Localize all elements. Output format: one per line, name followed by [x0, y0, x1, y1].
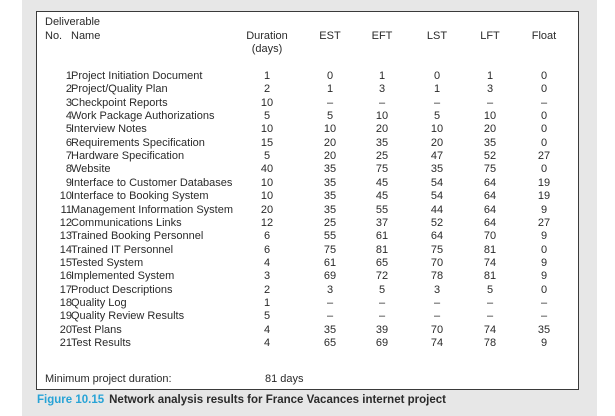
cell-eft: 37 — [375, 216, 389, 229]
cell-duration: 4 — [263, 323, 271, 336]
cell-lst: 54 — [430, 190, 444, 203]
cell-duration: 5 — [263, 110, 271, 123]
table-row — [37, 324, 578, 337]
cell-duration: 15 — [260, 136, 274, 149]
cell-est: 20 — [323, 150, 337, 163]
cell-no: 17 — [59, 283, 72, 296]
cell-est: 69 — [323, 270, 337, 283]
cell-lft: 81 — [483, 243, 497, 256]
cell-no: 3 — [65, 96, 72, 109]
cell-lft: 20 — [483, 123, 497, 136]
cell-lft: – — [486, 96, 494, 109]
header-deliverable: Deliverable — [45, 16, 101, 28]
cell-no: 19 — [59, 310, 72, 323]
cell-name: Requirements Specification — [71, 136, 205, 149]
cell-duration: 10 — [260, 96, 274, 109]
cell-no: 18 — [59, 296, 72, 309]
cell-float: 9 — [540, 256, 548, 269]
cell-lst: – — [433, 310, 441, 323]
cell-eft: 10 — [375, 110, 389, 123]
table-row — [37, 270, 578, 283]
cell-duration: 2 — [263, 83, 271, 96]
cell-est: 55 — [323, 230, 337, 243]
cell-lst: – — [433, 96, 441, 109]
cell-eft: 39 — [375, 323, 389, 336]
header-float: Float — [531, 30, 557, 42]
cell-float: 0 — [540, 83, 548, 96]
cell-float: 19 — [537, 190, 551, 203]
cell-name: Test Plans — [71, 323, 122, 336]
cell-name: Tested System — [71, 256, 144, 269]
cell-eft: 35 — [375, 136, 389, 149]
cell-duration: 4 — [263, 256, 271, 269]
table-row — [37, 257, 578, 270]
header-duration: Duration — [246, 30, 288, 42]
cell-duration: 1 — [263, 296, 271, 309]
cell-est: 1 — [326, 83, 334, 96]
cell-lst: 64 — [430, 230, 444, 243]
cell-lft: 52 — [483, 150, 497, 163]
cell-est: – — [326, 310, 334, 323]
cell-eft: 20 — [375, 123, 389, 136]
cell-eft: 45 — [375, 176, 389, 189]
cell-eft: – — [378, 296, 386, 309]
figure-caption — [37, 394, 446, 406]
header-lst: LST — [426, 30, 448, 42]
cell-lst: 75 — [430, 243, 444, 256]
cell-lft: 64 — [483, 190, 497, 203]
cell-est: 0 — [326, 70, 334, 82]
cell-float: 19 — [537, 176, 551, 189]
cell-float: 9 — [540, 203, 548, 216]
cell-lst: 47 — [430, 150, 444, 163]
cell-lft: 81 — [483, 270, 497, 283]
cell-lst: 35 — [430, 163, 444, 176]
cell-name: Website — [71, 163, 111, 176]
cell-name: Trained IT Personnel — [71, 243, 174, 256]
cell-no: 10 — [59, 190, 72, 203]
table-row — [37, 230, 578, 243]
cell-eft: 55 — [375, 203, 389, 216]
cell-float: 27 — [537, 150, 551, 163]
cell-float: 0 — [540, 110, 548, 123]
table-row — [37, 163, 578, 176]
cell-lft: 5 — [486, 283, 494, 296]
cell-est: 20 — [323, 136, 337, 149]
cell-duration: 6 — [263, 230, 271, 243]
cell-lft: 64 — [483, 216, 497, 229]
table-row — [37, 123, 578, 136]
cell-lft: 75 — [483, 163, 497, 176]
cell-no: 20 — [59, 323, 72, 336]
cell-duration: 5 — [263, 150, 271, 163]
cell-lft: 74 — [483, 256, 497, 269]
cell-est: 61 — [323, 256, 337, 269]
cell-name: Implemented System — [71, 270, 175, 283]
cell-float: 27 — [537, 216, 551, 229]
cell-name: Trained Booking Personnel — [71, 230, 204, 243]
cell-lst: 78 — [430, 270, 444, 283]
cell-duration: 10 — [260, 123, 274, 136]
cell-eft: 65 — [375, 256, 389, 269]
cell-duration: 20 — [260, 203, 274, 216]
cell-duration: 40 — [260, 163, 274, 176]
table-row — [37, 297, 578, 310]
cell-float: – — [540, 310, 548, 323]
cell-duration: 4 — [263, 337, 271, 349]
cell-float: – — [540, 96, 548, 109]
cell-lst: 3 — [433, 283, 441, 296]
cell-est: 35 — [323, 190, 337, 203]
table-row — [37, 83, 578, 96]
cell-lst: 70 — [430, 323, 444, 336]
table-row — [37, 190, 578, 203]
cell-lft: 10 — [483, 110, 497, 123]
cell-lst: 0 — [433, 70, 441, 82]
cell-name: Quality Review Results — [71, 310, 185, 323]
cell-est: 3 — [326, 283, 334, 296]
cell-eft: – — [378, 310, 386, 323]
cell-lft: – — [486, 296, 494, 309]
header-name: Name — [71, 30, 101, 42]
cell-no: 15 — [59, 256, 72, 269]
cell-no: 4 — [65, 110, 72, 123]
cell-no: 9 — [65, 176, 72, 189]
cell-name: Product Descriptions — [71, 283, 173, 296]
cell-name: Hardware Specification — [71, 150, 185, 163]
table-row — [37, 70, 578, 83]
table-row — [37, 204, 578, 217]
cell-no: 11 — [60, 203, 72, 216]
cell-lst: – — [433, 296, 441, 309]
cell-name: Project Initiation Document — [71, 70, 203, 82]
header-eft: EFT — [371, 30, 393, 42]
header-lft: LFT — [480, 30, 500, 42]
cell-name: Communications Links — [71, 216, 182, 229]
cell-duration: 5 — [263, 310, 271, 323]
cell-float: 35 — [537, 323, 551, 336]
cell-no: 1 — [65, 70, 72, 82]
cell-float: – — [540, 296, 548, 309]
cell-est: 65 — [323, 337, 337, 349]
header-no: No. — [45, 30, 63, 42]
cell-lst: 70 — [430, 256, 444, 269]
cell-est: – — [326, 96, 334, 109]
cell-no: 6 — [65, 136, 72, 149]
cell-est: 75 — [323, 243, 337, 256]
cell-lft: 64 — [483, 176, 497, 189]
cell-name: Work Package Authorizations — [71, 110, 215, 123]
cell-eft: 5 — [378, 283, 386, 296]
cell-name: Interface to Booking System — [71, 190, 209, 203]
cell-float: 0 — [540, 243, 548, 256]
cell-duration: 10 — [260, 176, 274, 189]
table-row — [37, 337, 578, 350]
table-row — [37, 110, 578, 123]
cell-name: Project/Quality Plan — [71, 83, 168, 96]
cell-no: 8 — [65, 163, 72, 176]
cell-est: 25 — [323, 216, 337, 229]
cell-name: Management Information System — [71, 203, 234, 216]
header-est: EST — [319, 30, 341, 42]
cell-eft: 75 — [375, 163, 389, 176]
cell-est: 35 — [323, 323, 337, 336]
cell-eft: – — [378, 96, 386, 109]
cell-name: Quality Log — [71, 296, 127, 309]
footer-label: Minimum project duration: — [45, 373, 172, 385]
table-row — [37, 310, 578, 323]
cell-est: 35 — [323, 176, 337, 189]
cell-est: 10 — [323, 123, 337, 136]
cell-float: 0 — [540, 136, 548, 149]
cell-eft: 69 — [375, 337, 389, 349]
table-row — [37, 97, 578, 110]
cell-name: Test Results — [71, 337, 131, 349]
cell-est: 35 — [323, 163, 337, 176]
cell-no: 2 — [65, 83, 72, 96]
cell-name: Interview Notes — [71, 123, 147, 136]
cell-lst: 10 — [430, 123, 444, 136]
cell-float: 9 — [540, 337, 548, 349]
cell-eft: 3 — [378, 83, 386, 96]
cell-duration: 12 — [260, 216, 274, 229]
cell-float: 0 — [540, 283, 548, 296]
cell-no: 16 — [59, 270, 72, 283]
cell-lft: 64 — [483, 203, 497, 216]
cell-no: 12 — [59, 216, 72, 229]
table-row — [37, 137, 578, 150]
cell-float: 0 — [540, 70, 548, 82]
cell-lst: 1 — [433, 83, 441, 96]
cell-lft: 74 — [483, 323, 497, 336]
cell-name: Checkpoint Reports — [71, 96, 168, 109]
cell-eft: 45 — [375, 190, 389, 203]
cell-est: 5 — [326, 110, 334, 123]
table-row — [37, 177, 578, 190]
cell-duration: 6 — [263, 243, 271, 256]
table-row — [37, 217, 578, 230]
cell-eft: 25 — [375, 150, 389, 163]
cell-name: Interface to Customer Databases — [71, 176, 233, 189]
cell-lst: 5 — [433, 110, 441, 123]
cell-duration: 2 — [263, 283, 271, 296]
cell-duration: 3 — [263, 270, 271, 283]
cell-lst: 44 — [430, 203, 444, 216]
cell-lst: 20 — [430, 136, 444, 149]
table-row — [37, 150, 578, 163]
cell-eft: 81 — [375, 243, 389, 256]
cell-no: 5 — [65, 123, 72, 136]
cell-eft: 1 — [378, 70, 386, 82]
cell-est: 35 — [323, 203, 337, 216]
header-duration-unit: (days) — [251, 43, 283, 55]
cell-duration: 10 — [260, 190, 274, 203]
cell-lst: 52 — [430, 216, 444, 229]
cell-lst: 54 — [430, 176, 444, 189]
table-row — [37, 244, 578, 257]
cell-duration: 1 — [263, 70, 271, 82]
cell-float: 0 — [540, 163, 548, 176]
cell-no: 14 — [59, 243, 72, 256]
cell-lft: 70 — [483, 230, 497, 243]
cell-float: 9 — [540, 230, 548, 243]
cell-no: 21 — [59, 337, 72, 349]
cell-lst: 74 — [430, 337, 444, 349]
cell-lft: 3 — [486, 83, 494, 96]
cell-no: 13 — [59, 230, 72, 243]
cell-float: 9 — [540, 270, 548, 283]
results-table — [36, 11, 579, 390]
figure-number: Figure 10.15 — [37, 394, 105, 406]
cell-eft: 72 — [375, 270, 389, 283]
cell-lft: 78 — [483, 337, 497, 349]
cell-lft: 1 — [486, 70, 494, 82]
table-row — [37, 284, 578, 297]
cell-no: 7 — [65, 150, 72, 163]
footer-value: 81 days — [265, 373, 304, 385]
cell-lft: – — [486, 310, 494, 323]
cell-est: – — [326, 296, 334, 309]
cell-lft: 35 — [483, 136, 497, 149]
cell-eft: 61 — [375, 230, 389, 243]
figure-caption-text: Network analysis results for France Vacances internet project — [109, 394, 446, 406]
cell-float: 0 — [540, 123, 548, 136]
